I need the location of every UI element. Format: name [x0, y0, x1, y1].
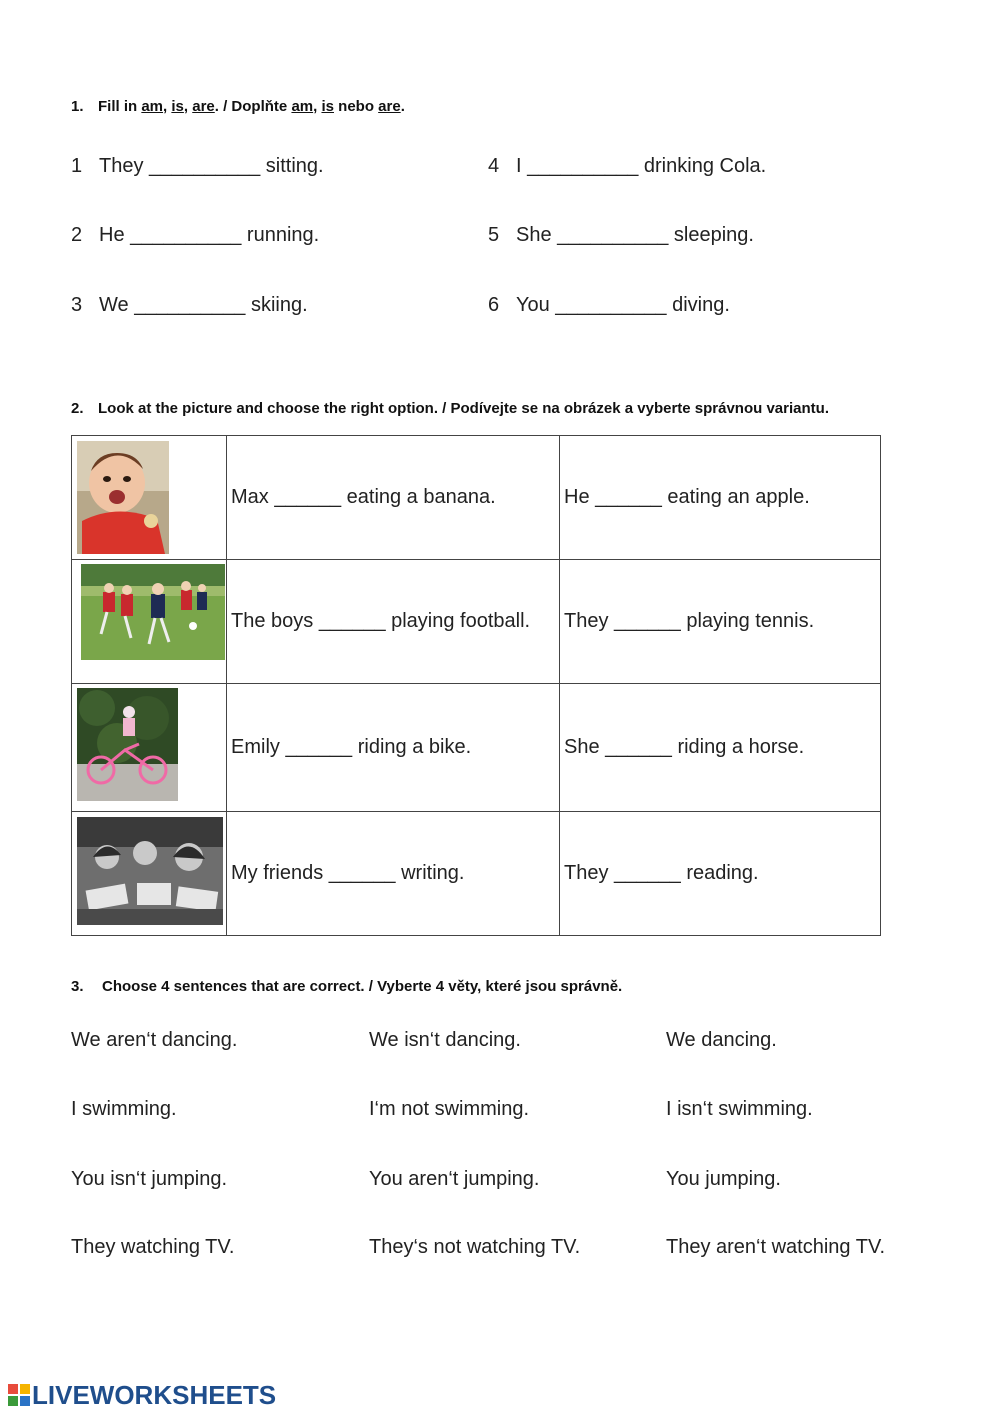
exercise3-heading: 3. Choose 4 sentences that are correct. / Vyberte 4 věty, které jsou správně.	[71, 978, 623, 995]
table-row	[72, 684, 881, 812]
ex3-option[interactable]: I swimming.	[71, 1098, 177, 1120]
liveworksheets-logo-icon	[8, 1384, 30, 1406]
exercise2-heading: 2. Look at the picture and choose the right option. / Podívejte se na obrázek a vyberte správnou variantu.	[71, 400, 829, 417]
ex1-item-5[interactable]: 5 She __________ sleeping.	[488, 224, 754, 246]
ex3-option[interactable]: We isn‘t dancing.	[369, 1029, 521, 1051]
child-eating-photo	[77, 441, 169, 554]
ex1-item-1[interactable]: 1 They __________ sitting.	[71, 155, 324, 177]
ex1-item-4[interactable]: 4 I __________ drinking Cola.	[488, 155, 767, 177]
ex1-item-6[interactable]: 6 You __________ diving.	[488, 294, 730, 316]
ex3-option[interactable]: They aren‘t watching TV.	[666, 1236, 886, 1258]
sentence-cell[interactable]: They ______ playing tennis.	[560, 560, 881, 684]
sentence-cell[interactable]: The boys ______ playing football.	[227, 560, 560, 684]
picture-cell	[72, 560, 227, 684]
sentence-cell[interactable]: He ______ eating an apple.	[560, 436, 881, 560]
picture-cell	[72, 812, 227, 936]
girl-bike-photo	[77, 688, 178, 801]
ex3-option[interactable]: We aren‘t dancing.	[71, 1029, 238, 1051]
sentence-cell[interactable]: She ______ riding a horse.	[560, 684, 881, 812]
ex3-option[interactable]: You aren‘t jumping.	[369, 1168, 540, 1190]
ex3-option[interactable]: You jumping.	[666, 1168, 781, 1190]
ex3-option[interactable]: They watching TV.	[71, 1236, 235, 1258]
ex3-option[interactable]: They‘s not watching TV.	[369, 1236, 581, 1258]
ex3-option[interactable]: I isn‘t swimming.	[666, 1098, 813, 1120]
boys-football-photo	[81, 564, 225, 660]
sentence-cell[interactable]: My friends ______ writing.	[227, 812, 560, 936]
friends-reading-photo	[77, 817, 223, 925]
table-row	[72, 812, 881, 936]
ex1-item-3[interactable]: 3 We __________ skiing.	[71, 294, 308, 316]
exercise1-heading: 1. Fill in am, is, are. / Doplňte am, is nebo are.	[71, 98, 405, 115]
exercise2-table	[71, 435, 881, 936]
ex3-option[interactable]: You isn‘t jumping.	[71, 1168, 228, 1190]
ex3-option[interactable]: I‘m not swimming.	[369, 1098, 530, 1120]
table-row	[72, 436, 881, 560]
ex1-item-2[interactable]: 2 He __________ running.	[71, 224, 320, 246]
picture-cell	[72, 436, 227, 560]
picture-cell	[72, 684, 227, 812]
brand-name[interactable]: LIVEWORKSHEETS	[32, 1380, 277, 1410]
sentence-cell[interactable]: Max ______ eating a banana.	[227, 436, 560, 560]
ex3-option[interactable]: We dancing.	[666, 1029, 777, 1051]
sentence-cell[interactable]: Emily ______ riding a bike.	[227, 684, 560, 812]
table-row	[72, 560, 881, 684]
sentence-cell[interactable]: They ______ reading.	[560, 812, 881, 936]
